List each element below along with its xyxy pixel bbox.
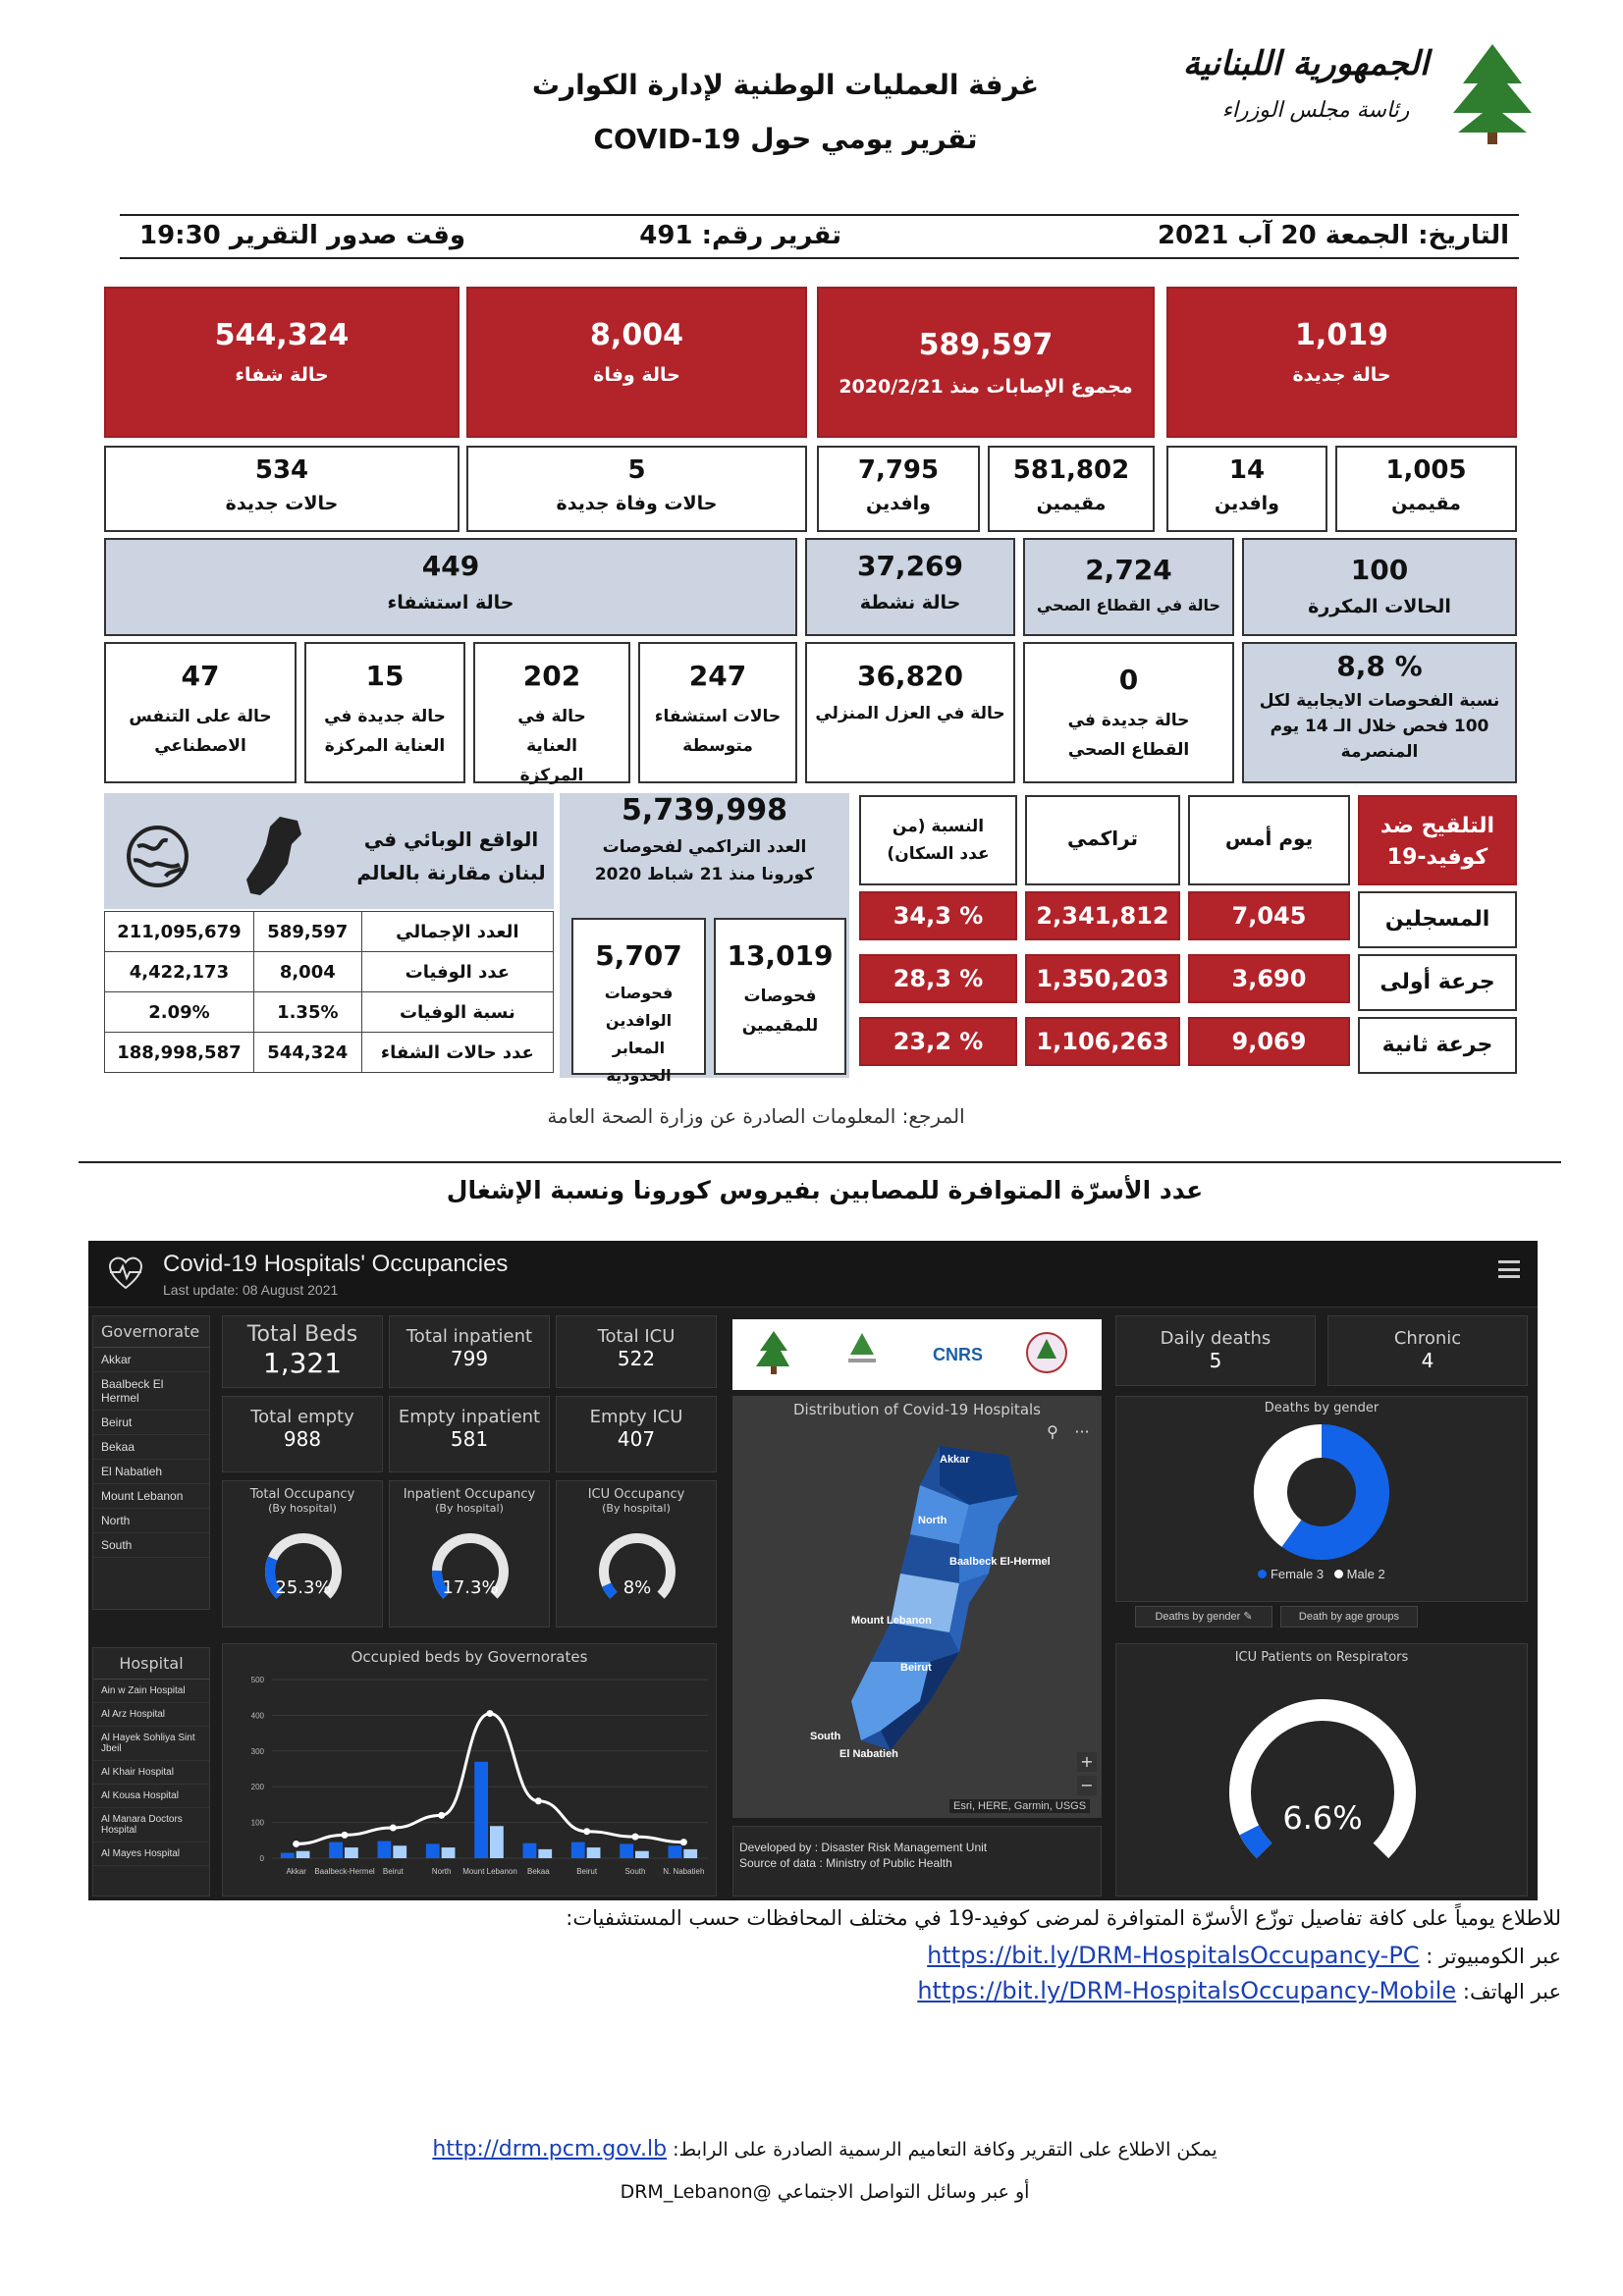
new-residents-label: مقيمين xyxy=(1391,493,1461,514)
vacc-percent-1 xyxy=(859,954,1017,1003)
ministry-logo-icon xyxy=(840,1329,884,1378)
tests-arrivals-card xyxy=(571,918,706,1085)
vacc-row-label-text: المسجلين xyxy=(1384,907,1490,932)
total-icu-panel xyxy=(556,1315,717,1388)
more-options-icon[interactable]: ··· xyxy=(1074,1422,1090,1441)
total-arrivals-label: وافدين xyxy=(866,493,931,514)
svg-text:CNRS: CNRS xyxy=(933,1345,984,1364)
health-new-label: حالة جديدة في القطاع الصحي xyxy=(1067,711,1190,760)
deaths-value: 8,004 xyxy=(590,318,683,352)
vacc-value: 28,3 % xyxy=(893,965,984,992)
report-meta-bar xyxy=(120,214,1519,259)
vaccination-title-text: التلقيح ضد كوفيد-19 xyxy=(1380,814,1495,870)
tests-arrivals-label: فحوصات الوافدين المعابر الحدودية xyxy=(604,984,674,1085)
active-value: 37,269 xyxy=(856,550,964,582)
hospital-item[interactable]: Al Mayes Hospital xyxy=(93,1842,209,1866)
ventilator-card xyxy=(104,642,297,783)
ventilator-label: حالة على التنفس الاصطناعي xyxy=(129,707,272,756)
new-cases-label: حالة جديدة xyxy=(1292,364,1391,386)
vacc-row-label-0 xyxy=(1358,891,1517,948)
active-card xyxy=(805,538,1015,636)
health-sector-label: حالة في القطاع الصحي xyxy=(1036,596,1221,614)
hospital-header: Hospital xyxy=(93,1648,209,1680)
new-cases-card xyxy=(1166,287,1517,438)
world-global-value: 211,095,679 xyxy=(105,912,254,952)
legend-male-value: 2 xyxy=(1378,1567,1385,1581)
total-residents-value: 581,802 xyxy=(1012,455,1130,485)
vacc-col-cumulative-text: تراكمي xyxy=(1066,827,1139,850)
report-date: التاريخ: الجمعة 20 آب 2021 xyxy=(1157,221,1509,250)
new-recovered-card xyxy=(104,446,460,532)
mobile-label: عبر الهاتف: xyxy=(1462,1980,1561,2003)
total-cases-label: مجموع الإصابات منذ 2020/2/21 xyxy=(839,376,1133,398)
panel-title: Total ICU xyxy=(597,1326,676,1347)
health-sector-card xyxy=(1023,538,1234,636)
gauge-title: ICU Occupancy xyxy=(587,1487,685,1502)
new-residents-value: 1,005 xyxy=(1385,455,1467,485)
map-label-baalbeck: Baalbeck El-Hermel xyxy=(949,1556,1051,1568)
world-global-value: 188,998,587 xyxy=(105,1033,254,1073)
gauge-inpatient-occupancy xyxy=(390,1515,551,1613)
icu-value: 202 xyxy=(522,660,581,692)
links-mobile-row xyxy=(535,1977,1561,2004)
tab-deaths-by-gender[interactable]: Deaths by gender ✎ xyxy=(1135,1606,1272,1628)
panel-title: Total empty xyxy=(250,1407,354,1427)
world-lebanon-value: 589,597 xyxy=(253,912,361,952)
bar xyxy=(587,1847,601,1858)
table-row xyxy=(105,992,554,1033)
panel-value: 407 xyxy=(617,1427,656,1451)
trend-point xyxy=(438,1812,445,1819)
new-recovered-label: حالات جديدة xyxy=(225,493,339,514)
total-residents-label: مقيمين xyxy=(1036,493,1107,514)
x-tick-label: N. Nabatieh xyxy=(663,1867,705,1876)
occupied-beds-chart xyxy=(223,1666,718,1892)
x-tick-label: Baalbeck-Hermel xyxy=(314,1867,375,1876)
tab-label: Deaths by gender xyxy=(1155,1611,1241,1623)
map-label-akkar: Akkar xyxy=(940,1454,970,1466)
deaths-card xyxy=(466,287,807,438)
vacc-value: 34,3 % xyxy=(893,902,984,930)
logo-subtitle: رئاسة مجلس الوزراء xyxy=(1221,98,1410,123)
vacc-yesterday-1 xyxy=(1188,954,1350,1003)
map-title: Distribution of Covid-19 Hospitals xyxy=(792,1401,1041,1418)
vacc-row-label-text: جرعة ثانية xyxy=(1381,1033,1493,1057)
total-arrivals-card xyxy=(817,446,980,532)
gauge-subtitle: (By hospital) xyxy=(435,1502,504,1515)
hospital-item[interactable]: Al Manara Doctors Hospital xyxy=(93,1808,209,1842)
new-deaths-value: 5 xyxy=(627,455,646,485)
hospitalized-value: 449 xyxy=(421,550,480,582)
icu-label: حالة في العناية المركزة xyxy=(517,707,586,785)
map-label-bekaa: Beirut xyxy=(900,1662,932,1674)
vacc-value: 7,045 xyxy=(1231,902,1307,930)
data-source-value: Ministry of Public Health xyxy=(826,1856,952,1870)
vaccination-title xyxy=(1358,795,1517,885)
bar xyxy=(490,1826,504,1858)
hospital-list xyxy=(92,1647,210,1896)
hospital-item[interactable]: Al Khair Hospital xyxy=(93,1761,209,1785)
footer-text: يمكن الاطلاع على التقرير وكافة التعاميم الرسمية الصادرة على الرابط: xyxy=(673,2139,1217,2161)
repeated-label: الحالات المكررة xyxy=(1308,596,1451,617)
medium-hosp-card xyxy=(638,642,797,783)
home-isolation-value: 36,820 xyxy=(856,660,964,692)
credits-panel xyxy=(732,1826,1102,1896)
legend-male-icon xyxy=(1334,1570,1343,1578)
search-icon[interactable]: ⚲ xyxy=(1047,1422,1058,1441)
map-attribution: Esri, HERE, Garmin, USGS xyxy=(949,1799,1090,1813)
world-global-value: 2.09% xyxy=(105,992,254,1033)
trend-point xyxy=(632,1834,639,1841)
dashboard-last-update: Last update: 08 August 2021 xyxy=(163,1282,339,1298)
total-inpatient-panel xyxy=(389,1315,550,1388)
governorate-item[interactable]: El Nabatieh xyxy=(93,1460,209,1484)
data-source-label: Source of data : xyxy=(739,1856,823,1870)
vacc-cumulative-0 xyxy=(1025,891,1180,940)
gauge-label: 8% xyxy=(622,1577,652,1598)
icu-card xyxy=(473,642,630,783)
panel-value: 1,321 xyxy=(262,1347,343,1379)
chart-title: Occupied beds by Governorates xyxy=(351,1648,588,1666)
y-tick-label: 400 xyxy=(250,1711,264,1721)
active-label: حالة نشطة xyxy=(859,592,961,614)
icu-respirators-gauge xyxy=(1116,1665,1529,1891)
trend-point xyxy=(583,1828,590,1835)
vacc-col-yesterday xyxy=(1188,795,1350,885)
dashboard-title: Covid-19 Hospitals' Occupancies xyxy=(163,1251,509,1277)
vacc-yesterday-2 xyxy=(1188,1017,1350,1066)
y-tick-label: 0 xyxy=(259,1854,264,1863)
deaths-by-gender-panel xyxy=(1115,1396,1528,1602)
new-recovered-value: 534 xyxy=(254,455,309,485)
bar xyxy=(345,1847,358,1858)
world-row-label: العدد الإجمالي xyxy=(361,912,553,952)
icu-respirators-label: 6.6% xyxy=(1282,1799,1363,1837)
panel-title: Total inpatient xyxy=(406,1326,533,1347)
governorate-item[interactable]: Bekaa xyxy=(93,1435,209,1460)
partner-logos xyxy=(732,1319,1102,1390)
gauge-label: 17.3% xyxy=(442,1577,499,1598)
menu-icon[interactable] xyxy=(1498,1260,1520,1278)
recovered-value: 544,324 xyxy=(214,318,350,352)
bar xyxy=(474,1762,488,1858)
table-row xyxy=(105,912,554,952)
vacc-value: 2,341,812 xyxy=(1036,902,1169,930)
world-title: الواقع الوبائي في لبنان مقارنة بالعالم xyxy=(356,828,546,884)
trend-point xyxy=(293,1841,299,1847)
new-icu-value: 15 xyxy=(365,660,405,692)
x-tick-label: Akkar xyxy=(286,1867,306,1876)
panel-title: ICU Patients on Respirators xyxy=(1234,1650,1409,1665)
bar xyxy=(281,1853,295,1858)
legend-female-icon xyxy=(1258,1570,1267,1578)
vacc-col-cumulative xyxy=(1025,795,1180,885)
panel-value: 4 xyxy=(1421,1349,1434,1372)
source-note: المرجع: المعلومات الصادرة عن وزارة الصحة العامة xyxy=(547,1104,965,1128)
hospital-item[interactable]: Al Kousa Hospital xyxy=(93,1785,209,1808)
legend-male-label: Male xyxy=(1346,1567,1375,1581)
map-label-south: South xyxy=(810,1731,841,1742)
vacc-percent-0 xyxy=(859,891,1017,940)
bar xyxy=(571,1842,585,1858)
panel-title: Daily deaths xyxy=(1160,1328,1271,1349)
vacc-yesterday-0 xyxy=(1188,891,1350,940)
vacc-value: 3,690 xyxy=(1231,965,1307,992)
trend-point xyxy=(680,1839,687,1845)
gauge-panel-icu xyxy=(556,1480,717,1628)
total-arrivals-value: 7,795 xyxy=(857,455,940,485)
panel-value: 522 xyxy=(617,1347,656,1370)
tests-residents-card xyxy=(714,918,846,1075)
panel-title: Empty ICU xyxy=(589,1407,683,1427)
gauge-icu-occupancy xyxy=(557,1515,718,1613)
tests-arrivals-value: 5,707 xyxy=(595,939,682,972)
repeated-card xyxy=(1242,538,1517,636)
cedar-logo-icon xyxy=(752,1329,795,1378)
world-row-label: نسبة الوفيات xyxy=(361,992,553,1033)
new-deaths-card xyxy=(466,446,807,532)
footer-line2: أو عبر وسائل التواصل الاجتماعي @DRM_Lebanon xyxy=(620,2181,1030,2203)
bar xyxy=(329,1842,343,1858)
positivity-card xyxy=(1242,642,1517,783)
panel-title: Total Beds xyxy=(246,1322,358,1347)
bar xyxy=(442,1847,456,1858)
governorate-item[interactable]: North xyxy=(93,1509,209,1533)
governorate-item[interactable]: South xyxy=(93,1533,209,1558)
footer-link[interactable]: http://drm.pcm.gov.lb xyxy=(432,2137,668,2162)
trend-point xyxy=(342,1832,349,1839)
hospitals-map-panel xyxy=(732,1396,1102,1818)
hospital-item[interactable]: Ain w Zain Hospital xyxy=(93,1680,209,1703)
globe-icon xyxy=(126,825,189,888)
dashboard xyxy=(88,1241,1538,1900)
panel-title: Deaths by gender xyxy=(1264,1401,1380,1415)
ventilator-value: 47 xyxy=(181,660,220,692)
new-arrivals-value: 14 xyxy=(1228,455,1266,485)
home-isolation-label: حالة في العزل المنزلي xyxy=(815,704,1005,723)
trend-line xyxy=(297,1714,684,1844)
bar xyxy=(297,1851,310,1858)
tests-residents-value: 13,019 xyxy=(727,939,834,972)
footer-line1 xyxy=(432,2137,1217,2162)
health-new-value: 0 xyxy=(1118,664,1139,696)
report-title: تقرير يومي حول COVID-19 xyxy=(593,123,978,155)
links-pc-row xyxy=(535,1942,1561,1969)
world-row-label: عدد الوفيات xyxy=(361,952,553,992)
gauge-panel-inpatient xyxy=(389,1480,550,1628)
vacc-row-label-text: جرعة أولى xyxy=(1380,970,1495,994)
report-number: تقرير رقم: 491 xyxy=(639,221,841,250)
icu-respirators-panel xyxy=(1115,1643,1528,1896)
y-tick-label: 200 xyxy=(250,1783,264,1792)
health-sector-value: 2,724 xyxy=(1085,554,1172,586)
bar xyxy=(635,1851,649,1858)
governorate-item[interactable]: Beirut xyxy=(93,1411,209,1435)
pc-label: عبر الكومبيوتر : xyxy=(1426,1945,1561,1968)
gauge-subtitle: (By hospital) xyxy=(268,1502,337,1515)
new-cases-value: 1,019 xyxy=(1295,318,1388,352)
bar xyxy=(620,1843,633,1858)
gauge-total-occupancy xyxy=(223,1515,384,1613)
new-arrivals-label: وافدين xyxy=(1215,493,1279,514)
vacc-col-percent-text: النسبة (من عدد السكان) xyxy=(887,817,990,864)
map-label-mount-lebanon: Mount Lebanon xyxy=(851,1615,932,1627)
daily-deaths-panel xyxy=(1115,1315,1316,1386)
governorate-item[interactable]: Mount Lebanon xyxy=(93,1484,209,1509)
hospitalized-card xyxy=(104,538,797,636)
table-row xyxy=(105,1033,554,1073)
map-label-nabatieh: El Nabatieh xyxy=(839,1748,898,1760)
vacc-value: 1,350,203 xyxy=(1036,965,1169,992)
bar xyxy=(683,1849,697,1858)
bar xyxy=(523,1843,537,1858)
hospital-item[interactable]: Al Arz Hospital xyxy=(93,1703,209,1727)
panel-value: 581 xyxy=(450,1427,489,1451)
hospitalized-label: حالة استشفاء xyxy=(387,592,514,614)
world-table xyxy=(104,911,554,1073)
y-tick-label: 300 xyxy=(250,1746,264,1756)
world-row-label: عدد حالات الشفاء xyxy=(361,1033,553,1073)
cnrs-logo-icon xyxy=(929,1335,988,1374)
new-residents-card xyxy=(1335,446,1517,532)
lebanon-map-icon xyxy=(241,815,304,898)
medium-hosp-label: حالات استشفاء متوسطة xyxy=(654,707,782,756)
x-tick-label: Bekaa xyxy=(526,1867,550,1876)
panel-value: 988 xyxy=(283,1427,322,1451)
total-cases-value: 589,597 xyxy=(918,328,1054,362)
tests-residents-label: فحوصات للمقيمين xyxy=(741,987,819,1036)
x-tick-label: Beirut xyxy=(382,1867,404,1876)
panel-value: 5 xyxy=(1209,1349,1222,1372)
world-lebanon-value: 544,324 xyxy=(253,1033,361,1073)
gauge-title: Total Occupancy xyxy=(249,1487,355,1502)
vacc-col-percent xyxy=(859,795,1017,885)
world-global-value: 4,422,173 xyxy=(105,952,254,992)
vacc-row-label-2 xyxy=(1358,1017,1517,1074)
tab-death-by-age[interactable]: Death by age groups xyxy=(1280,1606,1418,1628)
bar xyxy=(538,1849,552,1858)
bar xyxy=(669,1845,682,1858)
vacc-col-yesterday-text: يوم أمس xyxy=(1224,827,1314,850)
tests-cumulative-value: 5,739,998 xyxy=(622,793,787,828)
governorate-item[interactable]: Akkar xyxy=(93,1348,209,1372)
new-deaths-label: حالات وفاة جديدة xyxy=(556,493,718,514)
zoom-out-button[interactable]: − xyxy=(1077,1776,1097,1795)
gauge-title: Inpatient Occupancy xyxy=(403,1487,536,1502)
cedar-logo-icon xyxy=(1443,39,1542,147)
developed-by-value: Disaster Risk Management Unit xyxy=(821,1841,988,1854)
gauge-subtitle: (By hospital) xyxy=(602,1502,671,1515)
lebanon-hospitals-map[interactable] xyxy=(792,1436,1048,1770)
recovered-card xyxy=(104,287,460,438)
total-empty-panel xyxy=(222,1396,383,1472)
world-lebanon-value: 1.35% xyxy=(253,992,361,1033)
panel-value: 799 xyxy=(450,1347,489,1370)
zoom-in-button[interactable]: + xyxy=(1077,1752,1097,1772)
new-icu-label: حالة جديدة في العناية المركزة xyxy=(324,707,446,756)
recovered-label: حالة شفاء xyxy=(235,364,329,386)
vacc-value: 9,069 xyxy=(1231,1028,1307,1055)
empty-icu-panel xyxy=(556,1396,717,1472)
x-tick-label: North xyxy=(431,1867,452,1876)
positivity-label: نسبة الفحوصات الايجابية لكل 100 فحص خلال الـ 14 يوم المنصرمة xyxy=(1259,691,1500,762)
deaths-label: حالة وفاة xyxy=(593,364,680,386)
home-isolation-card xyxy=(805,642,1015,783)
total-residents-card xyxy=(988,446,1155,532)
panel-title: Empty inpatient xyxy=(398,1407,541,1427)
world-lebanon-value: 8,004 xyxy=(253,952,361,992)
y-tick-label: 500 xyxy=(250,1676,264,1684)
hospital-item[interactable]: Al Hayek Sohliya Sint Jbeil xyxy=(93,1727,209,1761)
vacc-percent-2 xyxy=(859,1017,1017,1066)
panel-title: Chronic xyxy=(1393,1328,1462,1349)
total-beds-panel xyxy=(222,1315,383,1388)
new-arrivals-card xyxy=(1166,446,1327,532)
links-intro: للاطلاع يومياً على كافة تفاصيل توزّع الأسرّة المتوافرة لمرضى كوفيد-19 في مختلف المحافظات حسب المستشفيات: xyxy=(566,1906,1561,1930)
vacc-row-label-1 xyxy=(1358,954,1517,1011)
vacc-value: 1,106,263 xyxy=(1036,1028,1169,1055)
bar xyxy=(393,1845,406,1858)
gauge-panel-total xyxy=(222,1480,383,1628)
divider xyxy=(79,1161,1561,1163)
total-cases-card xyxy=(817,287,1155,438)
pc-link[interactable]: https://bit.ly/DRM-HospitalsOccupancy-PC xyxy=(927,1942,1420,1969)
positivity-value: 8,8 % xyxy=(1336,650,1423,682)
trend-point xyxy=(390,1825,397,1832)
governorate-list xyxy=(92,1315,210,1610)
beds-heading: عدد الأسرّة المتوافرة للمصابين بفيروس كورونا ونسبة الإشغال xyxy=(446,1176,1204,1204)
trend-point xyxy=(487,1710,494,1717)
trend-point xyxy=(535,1797,542,1804)
deaths-gender-donut xyxy=(1243,1415,1400,1563)
legend-female-value: 3 xyxy=(1316,1567,1325,1581)
medium-hosp-value: 247 xyxy=(688,660,747,692)
mobile-link[interactable]: https://bit.ly/DRM-HospitalsOccupancy-Mobile xyxy=(917,1977,1457,2004)
empty-inpatient-panel xyxy=(389,1396,550,1472)
tests-cumulative-label: العدد التراكمي لفحوصات كورونا منذ 21 شباط 2020 xyxy=(594,837,815,884)
x-tick-label: South xyxy=(624,1867,646,1876)
vacc-cumulative-2 xyxy=(1025,1017,1180,1066)
report-time: وقت صدور التقرير 19:30 xyxy=(139,221,466,250)
report-org-title: غرفة العمليات الوطنية لإدارة الكوارث xyxy=(531,69,1040,101)
legend-female-label: Female xyxy=(1270,1567,1314,1581)
vacc-value: 23,2 % xyxy=(893,1028,984,1055)
governorate-header: Governorate xyxy=(93,1316,209,1348)
bar xyxy=(378,1842,392,1858)
pcm-logo-icon xyxy=(1017,1329,1076,1378)
x-tick-label: Mount Lebanon xyxy=(462,1867,517,1876)
repeated-value: 100 xyxy=(1350,554,1409,586)
x-tick-label: Beirut xyxy=(576,1867,598,1876)
health-new-card xyxy=(1023,642,1234,783)
donut-male-slice xyxy=(1271,1441,1322,1533)
map-label-north: North xyxy=(918,1515,947,1526)
heartbeat-icon xyxy=(106,1255,145,1294)
table-row xyxy=(105,952,554,992)
gauge-label: 25.3% xyxy=(275,1577,332,1598)
vacc-cumulative-1 xyxy=(1025,954,1180,1003)
bar xyxy=(426,1843,440,1858)
governorate-item[interactable]: Baalbeck El Hermel xyxy=(93,1372,209,1411)
y-tick-label: 100 xyxy=(250,1818,264,1828)
dashboard-header xyxy=(88,1241,1538,1308)
logo-title: الجمهورية اللبنانية xyxy=(1182,44,1430,83)
developed-by-label: Developed by : xyxy=(739,1841,819,1854)
new-icu-card xyxy=(304,642,465,783)
occupied-beds-chart-panel xyxy=(222,1643,717,1896)
chronic-panel xyxy=(1327,1315,1528,1386)
